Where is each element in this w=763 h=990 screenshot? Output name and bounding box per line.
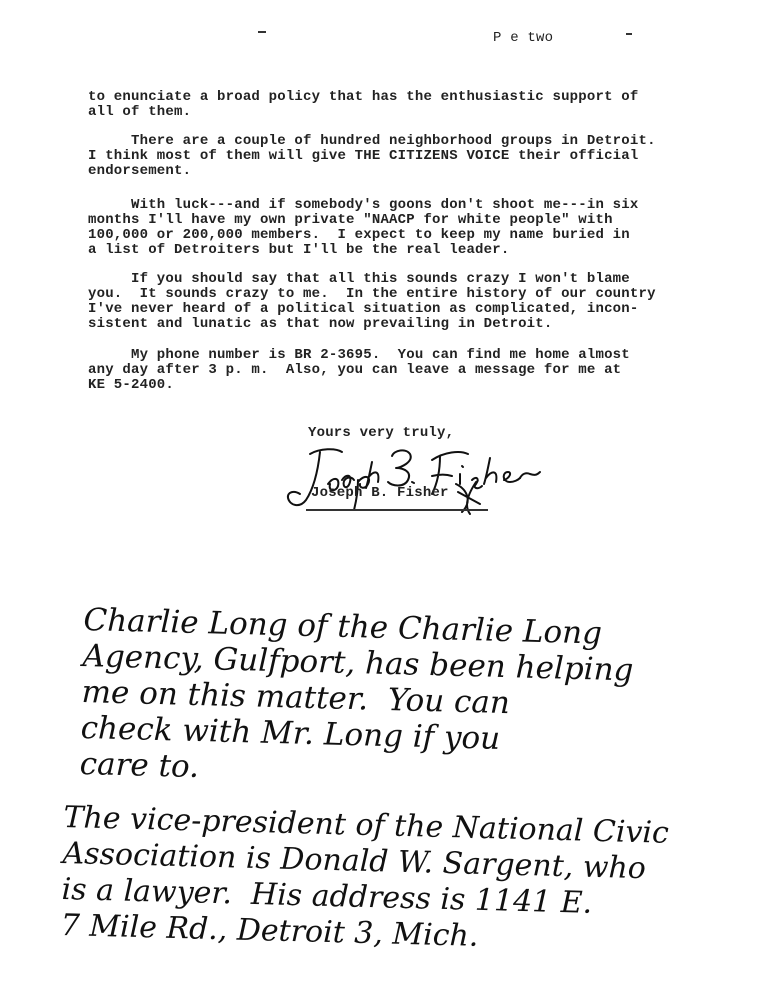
stray-mark <box>626 33 632 35</box>
closing-line: Yours very truly, <box>308 425 455 441</box>
paragraph-neighborhood-groups: There are a couple of hundred neighborhood groups in Detroit. I think most of them will give THE CITIZENS VOICE their official endorsement. <box>88 133 656 179</box>
paragraph-crazy: If you should say that all this sounds crazy I won't blame you. It sounds crazy to me. In the entire history of our country I've never heard of a political situation as complicated, incon- sistent and lunatic as that now prevailing in Detroit. <box>88 271 656 332</box>
paragraph-phone: My phone number is BR 2-3695. You can find me home almost any day after 3 p. m. Also, you can leave a message for me at KE 5-2400. <box>88 347 630 393</box>
handwritten-note-charlie-long: Charlie Long of the Charlie Long Agency, Gulfport, has been helping me on this matter. You can check with Mr. Long if you care to. <box>79 602 634 786</box>
handwritten-signature <box>280 440 550 518</box>
paragraph-naacp: With luck---and if somebody's goons don't shoot me---in six months I'll have my own private "NAACP for white people" with 100,000 or 200,000 members. I expect to keep my name buried in a list of Detroiters but I'll be the real leader. <box>88 197 639 258</box>
signer-name: Joseph B. Fisher <box>311 485 449 501</box>
handwritten-note-sargent: The vice-president of the National Civic Association is Donald W. Sargent, who is a lawyer. His address is 1141 E. 7 Mile Rd., Detroit 3, Mich. <box>60 800 670 954</box>
stray-mark <box>258 31 266 33</box>
paragraph-policy: to enunciate a broad policy that has the enthusiastic support of all of them. <box>88 89 639 120</box>
initial-mark <box>448 478 488 518</box>
page-number: P e two <box>493 30 554 46</box>
signature-underline <box>306 509 488 511</box>
